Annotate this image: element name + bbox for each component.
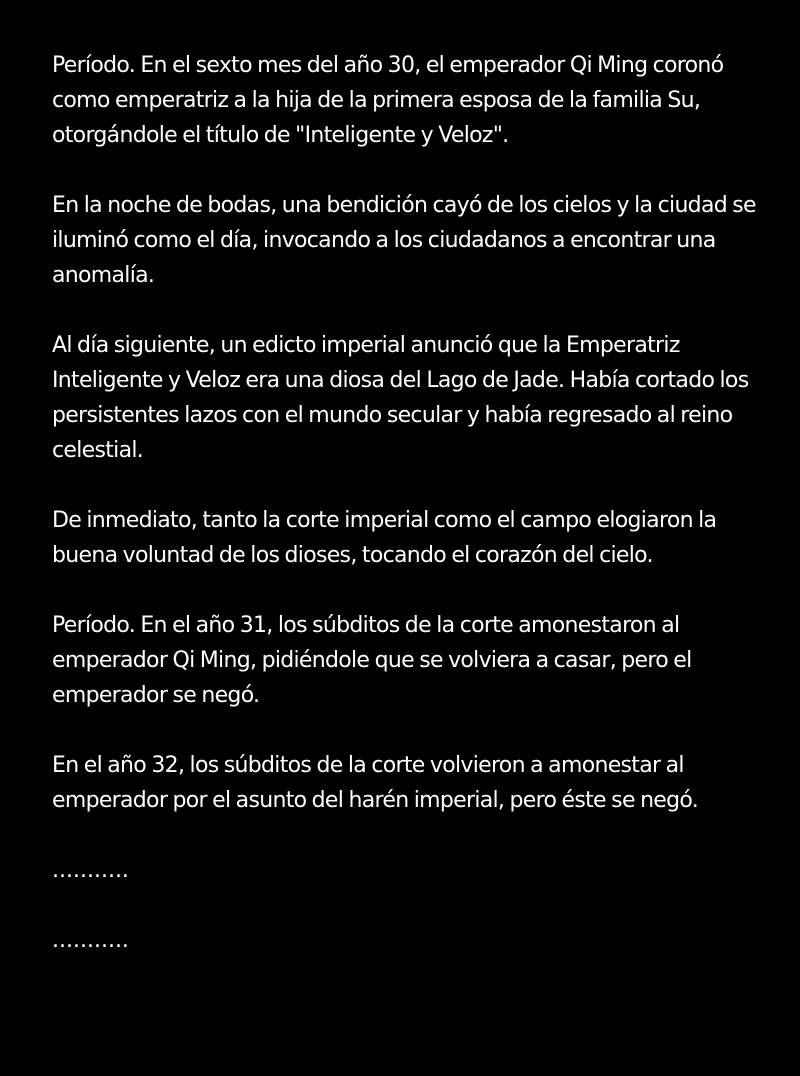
paragraph-2: En la noche de bodas, una bendición cayó de los cielos y la ciudad se iluminó como el día, invocando a los ciudadanos a encontrar una anomalía.	[52, 193, 756, 288]
paragraph-3: Al día siguiente, un edicto imperial anunció que la Emperatriz Inteligente y Veloz era una diosa del Lago de Jade. Había cortado los persistentes lazos con el mundo secular y había regresado al reino celestial.	[52, 333, 749, 463]
ellipsis-2: ...........	[52, 928, 129, 953]
paragraph-1: Período. En el sexto mes del año 30, el emperador Qi Ming coronó como emperatriz a la hija de la primera esposa de la familia Su, otorgándole el título de "Inteligente y Veloz".	[52, 53, 724, 148]
paragraph-4: De inmediato, tanto la corte imperial como el campo elogiaron la buena voluntad de los dioses, tocando el corazón del cielo.	[52, 508, 717, 568]
paragraph-5: Período. En el año 31, los súbditos de la corte amonestaron al emperador Qi Ming, pidiéndole que se volviera a casar, pero el emperador se negó.	[52, 613, 692, 708]
ellipsis-1: ...........	[52, 858, 129, 883]
paragraph-6: En el año 32, los súbditos de la corte volvieron a amonestar al emperador por el asunto del harén imperial, pero éste se negó.	[52, 753, 699, 813]
